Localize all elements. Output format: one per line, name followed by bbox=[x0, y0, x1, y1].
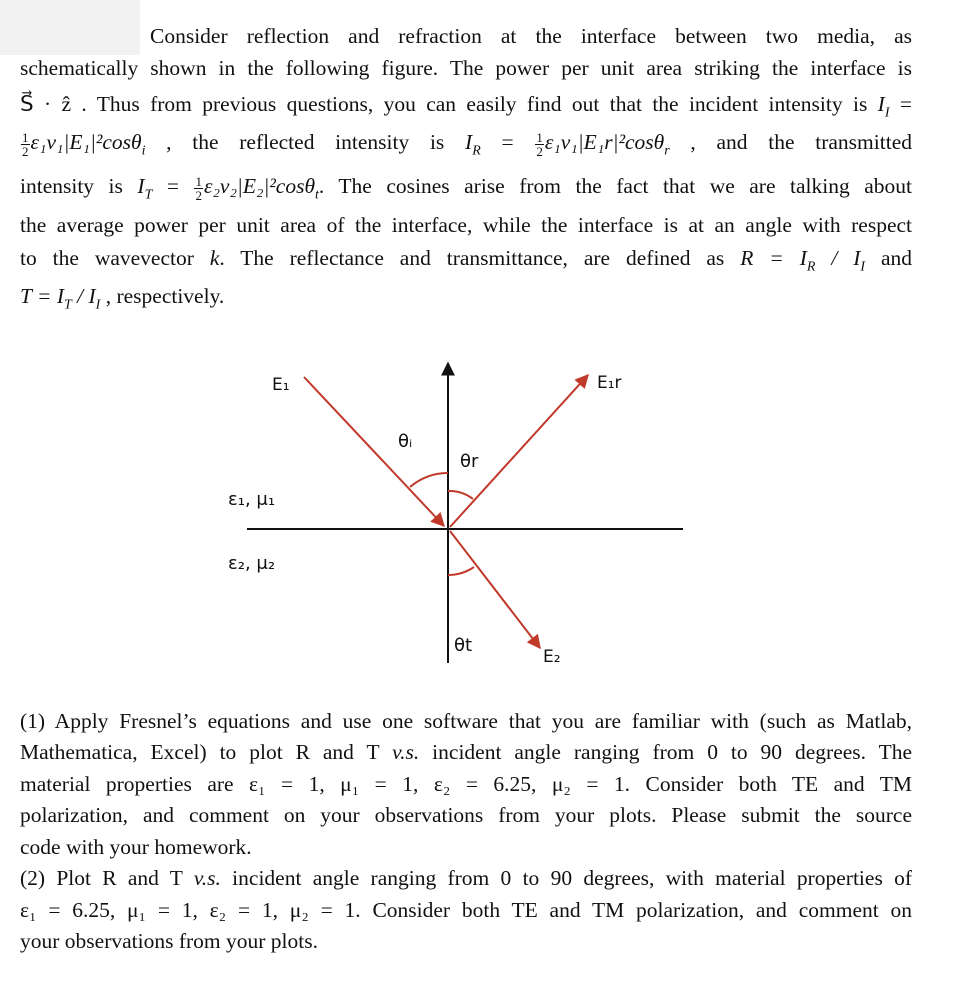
question-1-line-4 bbox=[20, 800, 912, 832]
intro-text: S⃗ · ẑ . Thus from previous questions, you can easily find out that the incident intensity is bbox=[20, 92, 878, 116]
label-e1: E₁ bbox=[272, 375, 290, 395]
math-expression: / I bbox=[815, 246, 861, 270]
intro-text: schematically shown in the following figure. The power per unit area striking the interface is bbox=[20, 56, 912, 80]
question-text: material properties are ε₁ = 1, μ₁ = 1, ε₂ = 6.25, μ₂ = 1. Consider both TE and TM bbox=[20, 772, 912, 796]
math-subscript: R bbox=[472, 143, 481, 159]
intro-text: , the reflected intensity is bbox=[145, 130, 466, 154]
math-expression: / I bbox=[71, 284, 96, 308]
math-symbol: I bbox=[465, 130, 473, 154]
math-subscript: T bbox=[144, 187, 153, 203]
question-text-italic: v.s. bbox=[193, 866, 221, 890]
math-expression: T = I bbox=[20, 284, 64, 308]
label-medium-2: ε₂, μ₂ bbox=[228, 553, 276, 574]
question-text: polarization, and comment on your observations from your plots. Please submit the source bbox=[20, 803, 912, 827]
label-theta-r: θr bbox=[460, 451, 479, 472]
label-e1r: E₁r bbox=[597, 373, 622, 393]
label-medium-1: ε₁, μ₁ bbox=[228, 489, 276, 510]
theta-t-arc bbox=[448, 567, 474, 575]
question-text: Mathematica, Excel) to plot R and T bbox=[20, 740, 393, 764]
math-operator: = bbox=[480, 130, 535, 154]
math-symbol: k bbox=[209, 246, 220, 270]
intro-line-6 bbox=[20, 207, 912, 244]
question-1-line-1 bbox=[20, 706, 912, 738]
transmitted-ray bbox=[450, 531, 540, 648]
label-e2: E₂ bbox=[543, 647, 561, 667]
question-text: incident angle ranging from 0 to 90 degrees, with material properties of bbox=[220, 866, 912, 890]
intro-text: Consider reflection and refraction at the interface between two media, as bbox=[150, 24, 912, 48]
question-1-line-2 bbox=[20, 737, 912, 769]
math-expression: ε₁v₁|E₁r|²cosθ bbox=[544, 130, 665, 154]
math-subscript: I bbox=[884, 105, 890, 121]
question-2-line-1 bbox=[20, 863, 912, 895]
question-1-line-3 bbox=[20, 769, 912, 801]
reflection-refraction-diagram bbox=[200, 345, 700, 685]
math-subscript: r bbox=[664, 143, 670, 159]
question-text-italic: v.s. bbox=[392, 740, 420, 764]
intro-text: and bbox=[865, 246, 912, 270]
intro-text: to the wavevector bbox=[20, 246, 210, 270]
math-operator: = bbox=[152, 174, 194, 198]
math-subscript: I bbox=[95, 297, 101, 313]
math-expression: ε₂v₂|E₂|²cosθ bbox=[203, 174, 316, 198]
label-theta-t: θt bbox=[454, 635, 473, 656]
math-expression: ε₁v₁|E₁|²cosθ bbox=[30, 130, 142, 154]
top-left-gray-strip bbox=[0, 0, 140, 55]
fraction-one-half bbox=[194, 175, 203, 202]
math-subscript: i bbox=[141, 143, 146, 159]
question-2-line-2 bbox=[20, 895, 912, 927]
math-subscript: I bbox=[860, 259, 866, 275]
label-theta-i: θᵢ bbox=[398, 431, 413, 452]
fraction-numerator: 1 bbox=[22, 129, 29, 145]
math-subscript: t bbox=[315, 187, 319, 203]
intro-line-2 bbox=[20, 50, 912, 87]
question-2-line-3 bbox=[20, 926, 912, 958]
intro-line-8 bbox=[20, 278, 912, 315]
theta-i-arc bbox=[410, 473, 448, 487]
fraction-numerator: 1 bbox=[195, 173, 202, 189]
intro-text: , respectively. bbox=[100, 284, 225, 308]
question-text: code with your homework. bbox=[20, 835, 252, 859]
question-text: incident angle ranging from 0 to 90 degrees. The bbox=[419, 740, 912, 764]
math-subscript: R bbox=[806, 259, 816, 275]
intro-line-3 bbox=[20, 86, 912, 123]
intro-text: , and the transmitted bbox=[669, 130, 912, 154]
question-text: (1) Apply Fresnel’s equations and use one software that you are familiar with (such as Matlab, bbox=[20, 709, 912, 733]
theta-r-arc bbox=[448, 491, 473, 499]
intro-line-4 bbox=[20, 124, 912, 161]
incident-ray bbox=[304, 377, 444, 526]
math-expression: R = I bbox=[740, 246, 807, 270]
fraction-denominator: 2 bbox=[536, 143, 543, 159]
intro-text: . The cosines arise from the fact that we are talking about bbox=[318, 174, 912, 198]
fraction-denominator: 2 bbox=[195, 187, 202, 203]
fraction-numerator: 1 bbox=[536, 129, 543, 145]
math-symbol: I bbox=[137, 174, 145, 198]
intro-text: the average power per unit area of the interface, while the interface is at an angle with respect bbox=[20, 213, 912, 237]
question-1-line-5 bbox=[20, 832, 912, 864]
intro-line-5 bbox=[20, 168, 912, 205]
intro-text: . The reflectance and transmittance, are defined as bbox=[219, 246, 741, 270]
math-subscript: T bbox=[64, 297, 72, 313]
question-text: ε₁ = 6.25, μ₁ = 1, ε₂ = 1, μ₂ = 1. Consider both TE and TM polarization, and comment on bbox=[20, 898, 912, 922]
question-text: your observations from your plots. bbox=[20, 929, 318, 953]
fraction-denominator: 2 bbox=[22, 143, 29, 159]
math-symbol: I bbox=[877, 92, 885, 116]
fraction-one-half bbox=[21, 131, 30, 158]
fraction-one-half bbox=[535, 131, 544, 158]
intro-text: intensity is bbox=[20, 174, 138, 198]
question-text: (2) Plot R and T bbox=[20, 866, 194, 890]
math-operator: = bbox=[889, 92, 912, 116]
intro-line-7 bbox=[20, 240, 912, 277]
